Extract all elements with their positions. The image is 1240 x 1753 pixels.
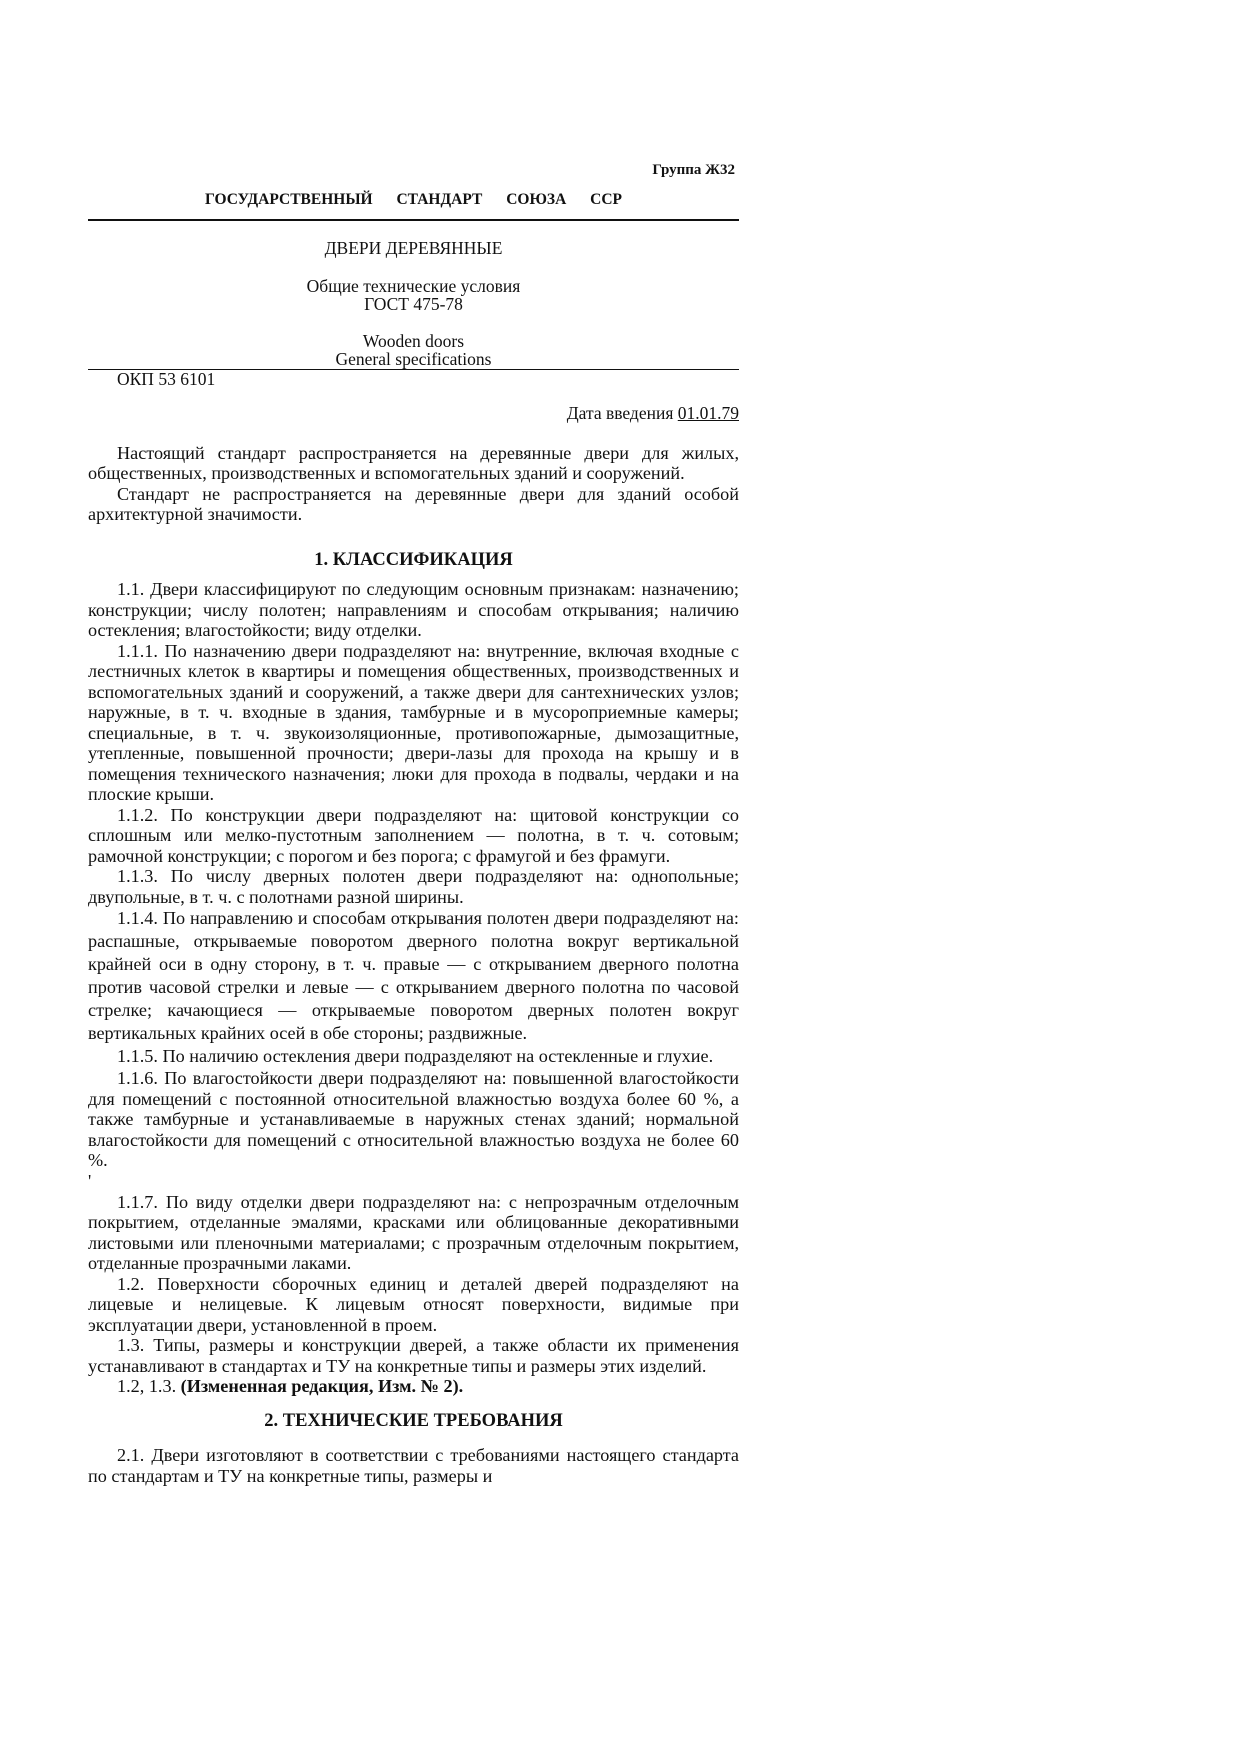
- amendment-text: (Измененная редакция, Изм. № 2).: [180, 1376, 464, 1396]
- okp-code: ОКП 53 6101: [117, 369, 216, 389]
- english-title: [88, 332, 739, 370]
- clause-1-1-7: 1.1.7. По виду отделки двери подразделяют на: с непрозрачным отделочным покрытием, отделанные эмалями, красками или облицованные декоративными листовыми или пленочными материалами; с прозрачным отделочным покрытием, отделанные прозрачными лаками.: [88, 1191, 739, 1273]
- gost-number: ГОСТ 475-78: [364, 294, 463, 314]
- subtitle-text: Общие технические условия: [306, 276, 521, 296]
- intro-paragraph: Настоящий стандарт распространяется на деревянные двери для жилых, общественных, производственных и вспомогательных зданий и сооружений.: [88, 442, 739, 483]
- intro-paragraph: Стандарт не распространяется на деревянные двери для зданий особой архитектурной значимости.: [88, 483, 739, 524]
- clause-1-2: 1.2. Поверхности сборочных единиц и деталей дверей подразделяют на лицевые и нелицевые. К лицевым относят поверхности, видимые при эксплуатации двери, установленной в проем.: [88, 1273, 739, 1335]
- amendment-ref: 1.2, 1.3.: [117, 1376, 177, 1396]
- title-block: [88, 238, 739, 371]
- clause-1-1-1: 1.1.1. По назначению двери подразделяют на: внутренние, включая входные с лестничных клеток в квартиры и помещения общественных, производственных и вспомогательных зданий и сооружений, а также двери для сантехнических узлов; наружные, в т. ч. входные в здания, тамбурные и в мусороприемные камеры; специальные, в т. ч. звукоизоляционные, противопожарные, дымозащитные, утепленные, повышенной прочности; двери-лазы для прохода на крышу и в помещения технического назначения; люки для прохода в подвалы, чердаки и на плоские крыши.: [88, 640, 739, 804]
- clause-1-1-3: 1.1.3. По числу дверных полотен двери подразделяют на: однопольные; двупольные, в т. ч. с полотнами разной ширины.: [88, 866, 739, 907]
- amendment-note: [88, 1376, 739, 1397]
- section-heading-technical-requirements: 2. ТЕХНИЧЕСКИЕ ТРЕБОВАНИЯ: [264, 1410, 563, 1431]
- clause-1-1-6: 1.1.6. По влагостойкости двери подразделяют на: повышенной влагостойкости для помещений с постоянной относительной влажностью воздуха более 60 %, а также тамбурные и устанавливаемые в наружных стенах зданий; нормальной влагостойкости для помещений с относительной влажностью воздуха не более 60 %.: [88, 1068, 739, 1170]
- gov-standard-title: ГОСУДАРСТВЕННЫЙ СТАНДАРТ СОЮЗА ССР: [88, 190, 739, 221]
- document-title: ДВЕРИ ДЕРЕВЯННЫЕ: [324, 237, 503, 258]
- english-title-name: Wooden doors: [362, 331, 465, 351]
- intro-date-value: 01.01.79: [677, 403, 739, 423]
- stray-mark: ': [88, 1170, 92, 1191]
- english-title-subtitle: General specifications: [335, 349, 492, 369]
- clause-1-1-2: 1.1.2. По конструкции двери подразделяют на: щитовой конструкции со сплошным или мелко-пустотным заполнением — полотна, в т. ч. сотовым; рамочной конструкции; с порогом и без порога; с фрамугой и без фрамуги.: [88, 804, 739, 866]
- group-code: Группа Ж32: [652, 162, 735, 178]
- document-page: [88, 160, 739, 1486]
- clause-1-3: 1.3. Типы, размеры и конструкции дверей, а также области их применения устанавливают в стандартах и ТУ на конкретные типы и размеры этих изделий.: [88, 1335, 739, 1376]
- document-subtitle: [88, 277, 739, 313]
- clause-1-1-5: 1.1.5. По наличию остекления двери подразделяют на остекленные и глухие.: [117, 1046, 714, 1066]
- intro-date-label: Дата введения: [566, 403, 674, 423]
- clause-1-1-4: 1.1.4. По направлению и способам открывания полотен двери подразделяют на: распашные, открываемые поворотом дверного полотна вокруг вертикальной крайней оси в одну сторону, в т. ч. правые — с открыванием дверного полотна против часовой стрелки и левые — с открыванием дверного полотна по часовой стрелке; качающиеся — открываемые поворотом дверных полотен вокруг вертикальных крайних осей в обе стороны; раздвижные.: [88, 908, 739, 1043]
- clause-1-1: 1.1. Двери классифицируют по следующим основным признакам: назначению; конструкции; числу полотен; направлениям и способам открывания; наличию остекления; влагостойкости; виду отделки.: [88, 579, 739, 640]
- clause-2-1: 2.1. Двери изготовляют в соответствии с требованиями настоящего стандарта по стандартам и ТУ на конкретные типы, размеры и: [88, 1445, 739, 1486]
- intro-section: [88, 443, 739, 525]
- section-heading-classification: 1. КЛАССИФИКАЦИЯ: [314, 549, 513, 570]
- intro-date: [88, 403, 739, 424]
